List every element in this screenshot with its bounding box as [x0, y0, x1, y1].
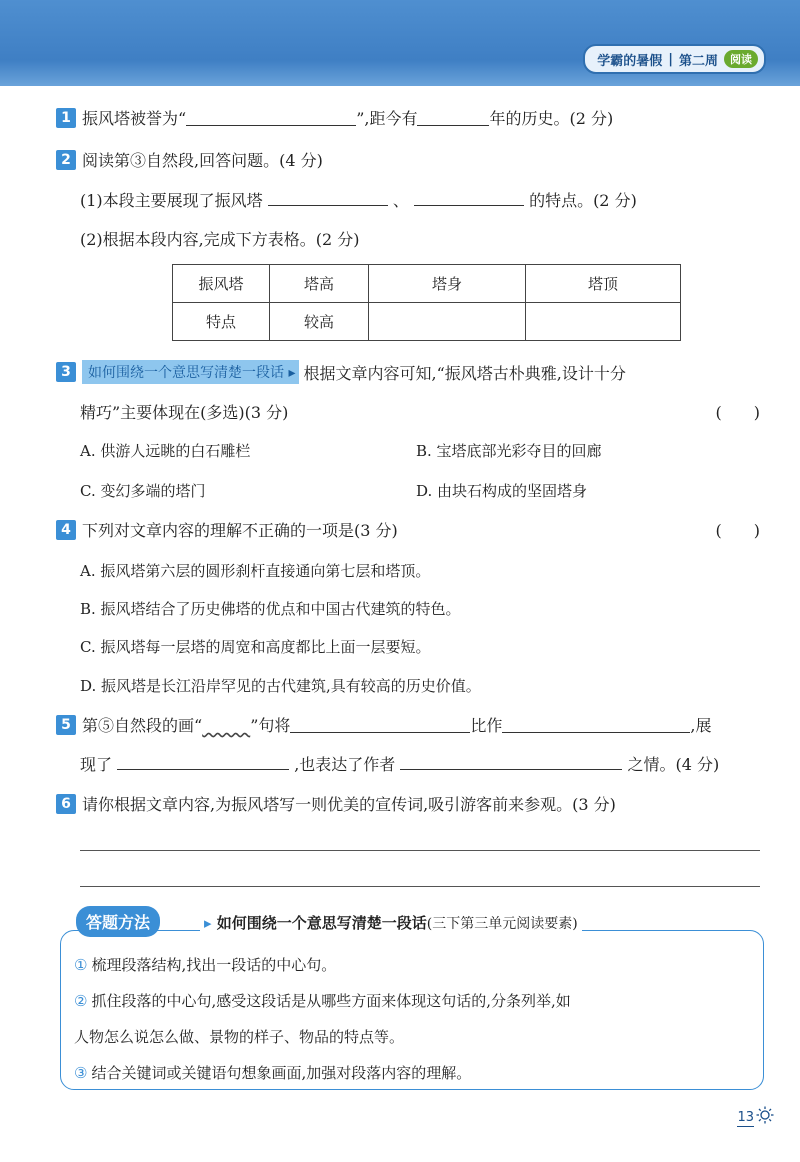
question-text: 、: [392, 191, 409, 210]
option-c[interactable]: C. 变幻多端的塔门: [80, 482, 206, 500]
question-5: [56, 713, 712, 736]
question-text: 现了: [80, 755, 113, 774]
option-a[interactable]: A. 振风塔第六层的圆形刹杆直接通向第七层和塔顶。: [80, 562, 431, 580]
question-3-line-2: 精巧”主要体现在(多选)(3 分): [80, 403, 289, 422]
answer-line[interactable]: [80, 886, 760, 887]
answer-blank[interactable]: [502, 716, 690, 733]
page-number: 13: [737, 1110, 754, 1125]
question-text: 的特点。(2 分): [529, 191, 637, 210]
question-text: 下列对文章内容的理解不正确的一项是(3 分): [82, 521, 398, 540]
question-2-sub-2: (2)根据本段内容,完成下方表格。(2 分): [80, 230, 360, 249]
answer-cell[interactable]: [369, 303, 526, 341]
method-note: (三下第三单元阅读要素): [426, 916, 578, 932]
answer-blank[interactable]: [117, 753, 289, 770]
question-text: 根据文章内容可知,“振风塔古朴典雅,设计十分: [303, 363, 626, 383]
question-3: [56, 360, 626, 384]
option-d[interactable]: D. 由块石构成的坚固塔身: [416, 482, 588, 500]
method-item: [74, 990, 571, 1011]
question-number: 1: [56, 108, 76, 128]
circled-number: ②: [74, 992, 88, 1010]
option-b[interactable]: B. 宝塔底部光彩夺目的回廊: [416, 442, 602, 460]
reading-tag: 阅读: [724, 50, 758, 68]
question-text: 请你根据文章内容,为振风塔写一则优美的宣传词,吸引游客前来参观。(3 分): [82, 795, 616, 814]
question-text: ”句将: [250, 716, 291, 735]
table-cell: 较高: [270, 303, 369, 341]
table-row: [173, 303, 681, 341]
question-text: 第⑤自然段的画“: [82, 716, 203, 735]
question-text: ,也表达了作者: [294, 755, 396, 774]
question-number: 2: [56, 150, 76, 170]
question-text: 阅读第③自然段,回答问题。(4 分): [82, 151, 323, 170]
answer-cell[interactable]: [526, 303, 681, 341]
arrow-right-icon: ▸: [204, 914, 212, 932]
question-number: 6: [56, 794, 76, 814]
answer-blank[interactable]: [414, 189, 524, 206]
question-text: 比作: [470, 716, 503, 735]
question-5-line-2: [80, 752, 719, 775]
method-item-text: 结合关键词或关键语句想象画面,加强对段落内容的理解。: [91, 1064, 472, 1082]
method-title: 答题方法: [76, 906, 160, 937]
tower-table: [172, 264, 681, 341]
answer-blank[interactable]: [186, 109, 356, 126]
option-a[interactable]: A. 供游人远眺的白石雕栏: [80, 442, 251, 460]
book-title: 学霸的暑假: [597, 53, 663, 69]
wavy-underline-mark: [202, 713, 250, 736]
separator: |: [668, 51, 673, 67]
question-6: [56, 792, 616, 815]
question-2-sub-1: [80, 188, 637, 211]
question-1: [56, 106, 613, 129]
question-number: 3: [56, 362, 76, 382]
question-text: ,展: [690, 716, 712, 735]
answer-paren[interactable]: ( ): [715, 521, 760, 540]
table-row: [173, 265, 681, 303]
option-d[interactable]: D. 振风塔是长江沿岸罕见的古代建筑,具有较高的历史价值。: [80, 677, 481, 695]
table-cell: 塔高: [270, 265, 369, 303]
question-text: 年的历史。(2 分): [489, 109, 614, 128]
answer-blank[interactable]: [268, 189, 388, 206]
circled-number: ①: [74, 956, 88, 974]
method-heading: [200, 912, 582, 933]
method-item-text: 梳理段落结构,找出一段话的中心句。: [91, 956, 337, 974]
skill-tag: [82, 360, 299, 384]
question-text: 振风塔被誉为“: [82, 109, 187, 128]
question-text: 之情。(4 分): [627, 755, 720, 774]
skill-tag-label: 如何围绕一个意思写清楚一段话: [88, 365, 284, 381]
method-item-text: 人物怎么说怎么做、景物的样子、物品的特点等。: [74, 1028, 405, 1046]
question-4: [56, 518, 398, 541]
table-cell: 塔身: [369, 265, 526, 303]
sun-icon: [756, 1106, 774, 1124]
answer-paren[interactable]: ( ): [715, 403, 760, 422]
option-b[interactable]: B. 振风塔结合了历史佛塔的优点和中国古代建筑的特色。: [80, 600, 461, 618]
circled-number: ③: [74, 1064, 88, 1082]
arrow-right-icon: ▸: [288, 365, 296, 381]
option-c[interactable]: C. 振风塔每一层塔的周宽和高度都比上面一层要短。: [80, 638, 431, 656]
question-number: 5: [56, 715, 76, 735]
table-cell: 振风塔: [173, 265, 270, 303]
table-cell: 塔顶: [526, 265, 681, 303]
question-text: (1)本段主要展现了振风塔: [80, 191, 263, 210]
answer-blank[interactable]: [400, 753, 622, 770]
table-cell: 特点: [173, 303, 270, 341]
question-number: 4: [56, 520, 76, 540]
method-item: [74, 1026, 404, 1047]
question-2: [56, 148, 323, 171]
method-item-text: 抓住段落的中心句,感受这段话是从哪些方面来体现这句话的,分条列举,如: [91, 992, 571, 1010]
week-label: 第二周: [678, 53, 718, 69]
method-item: [74, 1062, 471, 1083]
method-item: [74, 954, 336, 975]
header-badge: [583, 44, 766, 74]
answer-blank[interactable]: [417, 109, 489, 126]
answer-line[interactable]: [80, 850, 760, 851]
question-text: ”,距今有: [356, 109, 418, 128]
answer-blank[interactable]: [290, 716, 470, 733]
method-heading-text: 如何围绕一个意思写清楚一段话: [216, 914, 427, 932]
